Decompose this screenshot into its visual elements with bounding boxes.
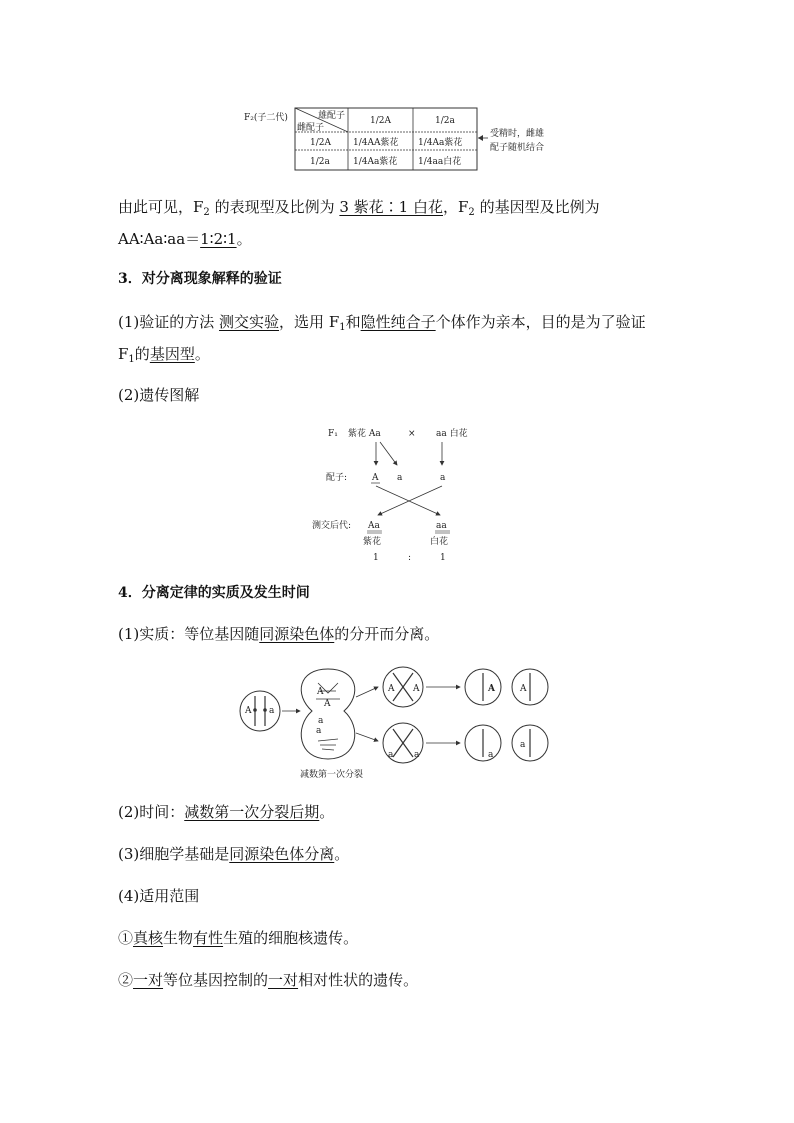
allele-A-upper-1: A (388, 684, 395, 694)
cross-offspring-Aa: Aa (368, 521, 380, 531)
answer-phenotype-ratio: 3 紫花∶1 白花 (339, 198, 443, 216)
answer-eukaryote: 真核 (133, 929, 164, 947)
cross-offspring-aa: aa (436, 521, 447, 531)
allele-A-upper-2: A (413, 684, 420, 694)
allele-A-cell1: A (245, 706, 252, 716)
punnett-row1-head: 1/2A (310, 138, 331, 148)
cross-phenotype-white: 白花 (430, 537, 449, 547)
section-3-p1-line1: (1)验证的方法 测交实验，选用 $F_1$和隐性纯合子个体作为亲本，目的是为了验证 (118, 313, 646, 333)
punnett-row1-c1: 1/4AA紫花 (353, 138, 399, 148)
answer-one-pair-2: 一对 (268, 971, 299, 989)
answer-cytology: 同源染色体分离 (229, 845, 335, 863)
cross-f1: F₁ (328, 429, 338, 439)
cross-times: × (408, 429, 416, 439)
cross-gamete-a2: a (440, 473, 446, 483)
punnett-row2-head: 1/2a (310, 157, 330, 167)
cross-gamete-label: 配子: (326, 473, 348, 483)
punnett-header-top: 雄配子 (318, 111, 346, 121)
section-3-title: 3．对分离现象解释的验证 (118, 271, 282, 287)
answer-genotype-ratio: 1∶2∶1 (200, 230, 237, 248)
allele-a-dividing-2: a (316, 726, 322, 736)
allele-a-lower-1: a (388, 750, 394, 760)
cross-parent1: 紫花 Aa (348, 429, 381, 439)
conclusion-line-2: AA∶Aa∶aa＝1∶2∶1。 (118, 230, 252, 248)
section-4-p4: (4)适用范围 (118, 887, 200, 905)
answer-homologous: 同源染色体 (259, 625, 335, 643)
section-4-p6: ②一对等位基因控制的一对相对性状的遗传。 (118, 971, 419, 989)
answer-one-pair-1: 一对 (133, 971, 164, 989)
answer-genotype: 基因型 (149, 345, 195, 363)
testcross-diagram (300, 420, 500, 565)
cross-ratio-2: 1 (440, 553, 446, 563)
punnett-corner-label: F₂(子二代) (244, 113, 288, 123)
allele-a-lower-2: a (414, 750, 420, 760)
section-4-title: 4．分离定律的实质及发生时间 (118, 585, 310, 601)
punnett-header-left: 雌配子 (297, 123, 325, 133)
cross-offspring-label: 测交后代: (312, 521, 352, 531)
punnett-row1-c2: 1/4Aa紫花 (418, 138, 463, 148)
allele-a-gamete-2: a (520, 740, 526, 750)
section-4-p1: (1)实质：等位基因随同源染色体的分开而分离。 (118, 625, 440, 643)
allele-A-dividing-2: A (324, 699, 331, 709)
punnett-col2: 1/2a (435, 116, 455, 126)
allele-A-dividing-1: A (317, 687, 324, 697)
allele-A-gamete-2: A (520, 684, 527, 694)
answer-recessive: 隐性纯合子 (360, 313, 436, 331)
conclusion-line-1: 由此可见，$F_2$ 的表现型及比例为 3 紫花∶1 白花，$F_2$ 的基因型及比例为 (118, 198, 600, 218)
cross-phenotype-purple: 紫花 (363, 537, 382, 547)
section-3-p2: (2)遗传图解 (118, 386, 200, 404)
punnett-col1: 1/2A (370, 116, 391, 126)
answer-sexual: 有性 (193, 929, 224, 947)
section-4-p3: (3)细胞学基础是同源染色体分离。 (118, 845, 350, 863)
allele-a-gamete-1: a (488, 750, 494, 760)
punnett-row2-c2: 1/4aa白花 (418, 157, 462, 167)
section-4-p5: ①真核生物有性生殖的细胞核遗传。 (118, 929, 359, 947)
cross-parent2: aa 白花 (436, 429, 468, 439)
cross-gamete-A: A (372, 473, 379, 483)
punnett-note-1: 受精时，雌雄 (490, 129, 545, 139)
punnett-row2-c1: 1/4Aa紫花 (353, 157, 398, 167)
cross-gamete-a1: a (397, 473, 403, 483)
allele-A-gamete-1: A (488, 684, 495, 694)
meiosis-diagram (238, 663, 558, 781)
punnett-note-2: 配子随机结合 (490, 143, 545, 153)
answer-time: 减数第一次分裂后期 (184, 803, 320, 821)
meiosis-caption: 减数第一次分裂 (300, 770, 364, 780)
allele-a-dividing-1: a (318, 716, 324, 726)
allele-a-cell1: a (269, 706, 275, 716)
answer-testcross: 测交实验 (219, 313, 280, 331)
cross-ratio-colon: : (408, 553, 412, 563)
section-4-p2: (2)时间：减数第一次分裂后期。 (118, 803, 335, 821)
section-3-p1-line2: $F_1$的基因型。 (118, 345, 210, 365)
punnett-square-figure (240, 100, 560, 180)
cross-ratio-1: 1 (373, 553, 379, 563)
